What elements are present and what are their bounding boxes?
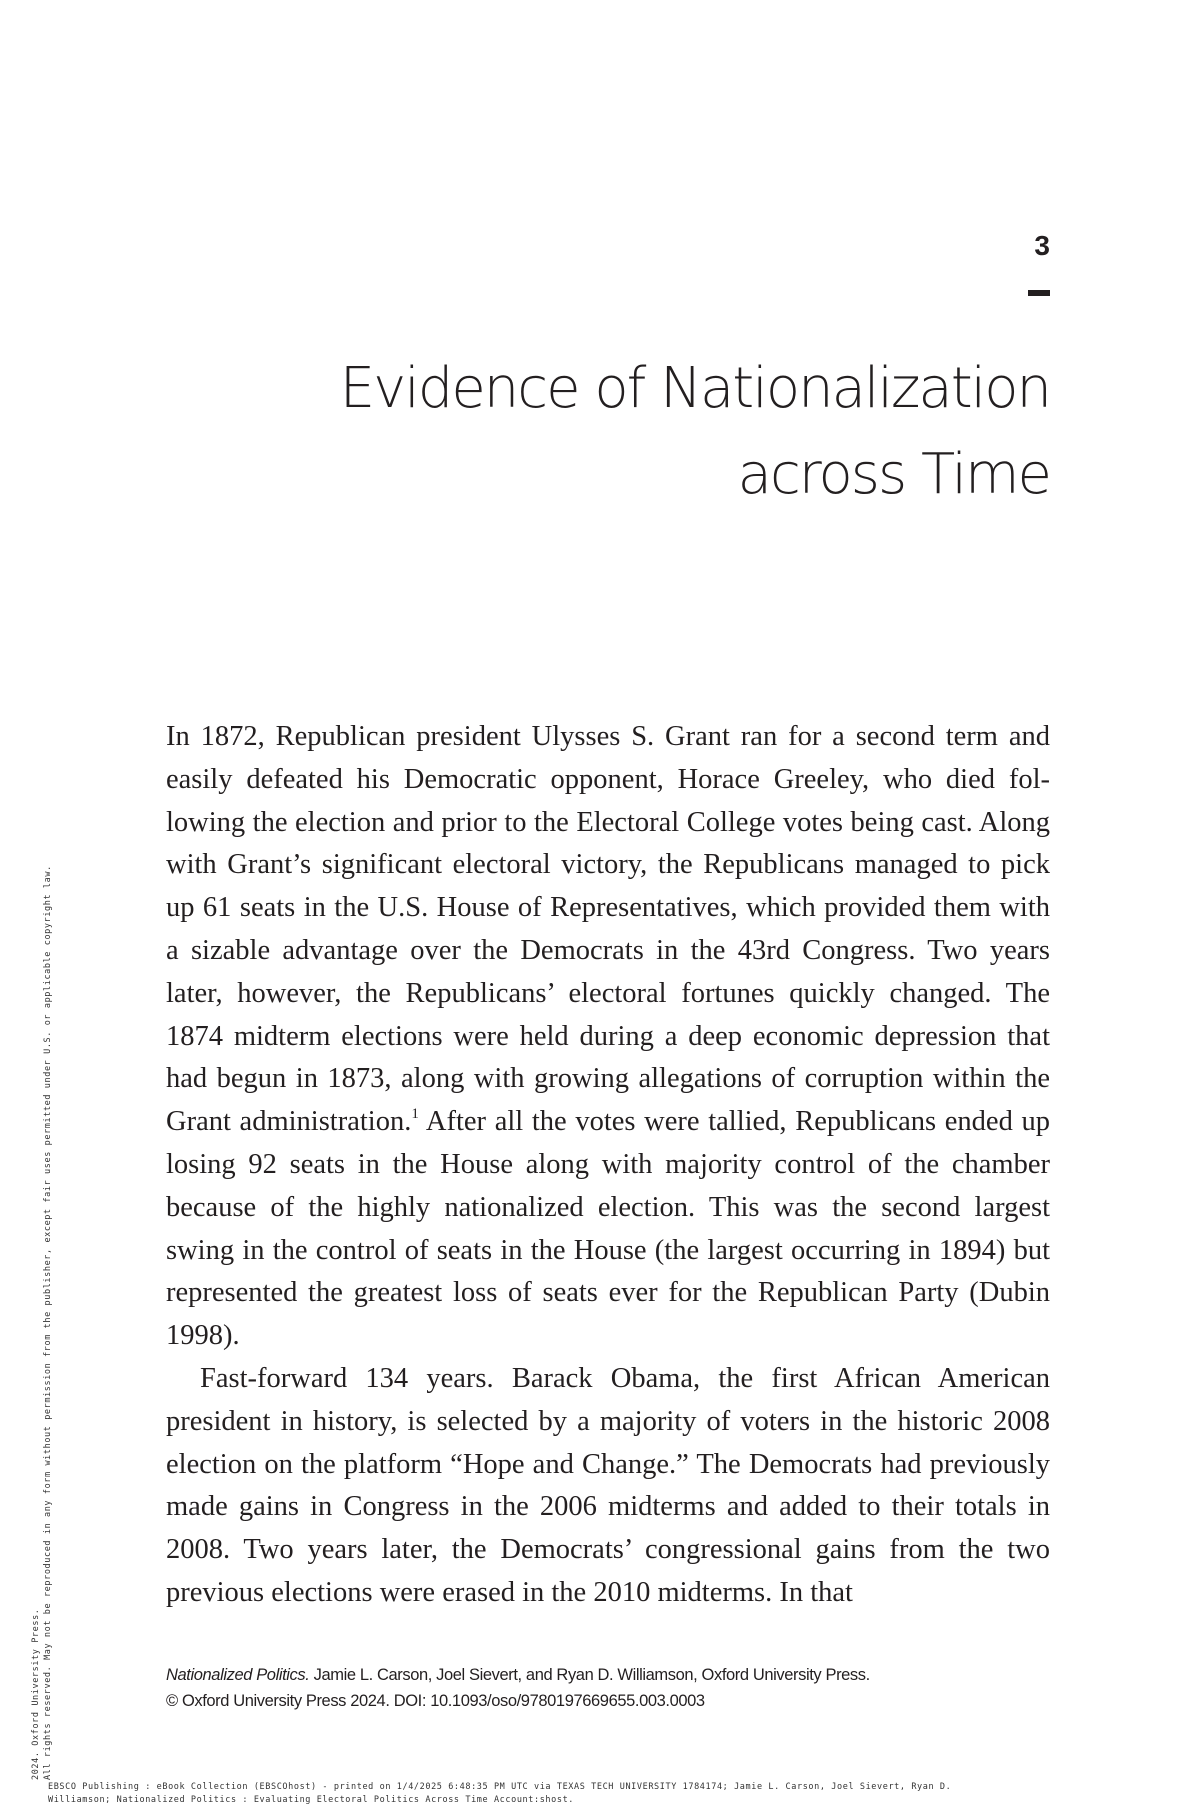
chapter-number: 3 <box>1034 230 1050 261</box>
copyright-margin-line-2: All rights reserved. May not be reproduced in any form without permission from the publisher, except fair uses permitted under U.S. or applicable copyright law. <box>43 865 53 1780</box>
copyright-margin-notice <box>30 600 56 1780</box>
ebsco-notice-line-1: EBSCO Publishing : eBook Collection (EBSCOhost) - printed on 1/4/2025 6:48:35 PM UTC via TEXAS TECH UNIVERSITY 1784174; Jamie L. Carson, Joel Sievert, Ryan D. <box>48 1782 952 1792</box>
body-paragraph-1-part-b: After all the votes were tallied, Republicans ended up losing 92 seats in the House along with majority control of the chamber because of the highly nationalized election. This was the second largest swing in the control of seats in the House (the largest occurring in 1894) but represented the greatest loss of seats ever for the Republican Party (Dubin 1998). <box>166 1106 1050 1352</box>
chapter-title-line-2: across Time <box>737 442 1050 507</box>
body-paragraph-1-part-a: In 1872, Republican president Ulysses S. Grant ran for a second term and easily defeated his Democratic opponent, Horace Greeley, who died following the election and prior to the Electoral College votes being cast. Along with Grant’s significant electoral victory, the Republicans managed to pick up 61 seats in the U.S. House of Representatives, which provided them with a sizable advantage over the Democrats in the 43rd Congress. Two years later, however, the Republicans’ electoral fortunes quickly changed. The 1874 midterm elections were held during a deep economic depression that had begun in 1873, along with growing allegations of corruption within the Grant administration. <box>166 721 1050 1138</box>
chapter-title-line-1: Evidence of Nationalization <box>339 356 1050 421</box>
citation-footer <box>166 1662 1066 1714</box>
footnote-reference[interactable]: 1 <box>411 1106 419 1123</box>
chapter-number-rule <box>1028 290 1050 296</box>
citation-line-1 <box>166 1662 1066 1688</box>
citation-book-title: Nationalized Politics. <box>166 1666 310 1684</box>
citation-authors: Jamie L. Carson, Joel Sievert, and Ryan D. Williamson, Oxford University Press. <box>309 1666 870 1684</box>
chapter-body <box>166 716 1050 1615</box>
chapter-title <box>150 346 1050 518</box>
ebsco-print-notice <box>48 1781 1188 1807</box>
body-paragraph-2: Fast-forward 134 years. Barack Obama, the first African American president in history, is selected by a majority of voters in the historic 2008 election on the platform “Hope and Change.” The Democrats had previously made gains in Congress in the 2006 midterms and added to their totals in 2008. Two years later, the Democrats’ congressional gains from the two previous elections were erased in the 2010 midterms. In that <box>166 1362 1050 1608</box>
ebsco-notice-line-2: Williamson; Nationalized Politics : Evaluating Electoral Politics Across Time Account:shost. <box>48 1795 575 1805</box>
citation-copyright: © Oxford University Press 2024. DOI: 10.1093/oso/9780197669655.003.0003 <box>166 1692 705 1710</box>
copyright-margin-line-1: 2024. Oxford University Press. <box>31 1608 41 1780</box>
body-paragraph-1 <box>166 716 1050 1358</box>
